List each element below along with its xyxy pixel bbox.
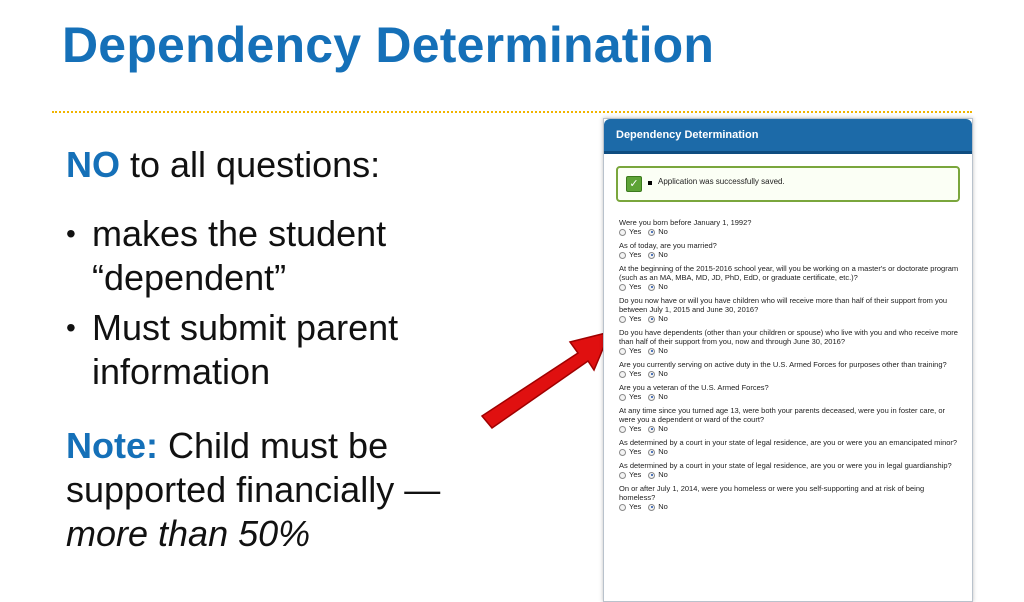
question-text: At the beginning of the 2015-2016 school year, will you be working on a master's or doctorate program (such as an MA, MBA, MD, JD, PhD, EdD, or graduate certificate, etc.)? (619, 264, 959, 282)
radio-no[interactable] (648, 316, 655, 323)
question-text: On or after July 1, 2014, were you homeless or were you self-supporting and at risk of being homeless? (619, 484, 925, 502)
radio-yes-label: Yes (629, 250, 642, 259)
bullet-icon (648, 181, 652, 185)
question-item (619, 438, 959, 457)
question-item (619, 406, 959, 434)
radio-no[interactable] (648, 371, 655, 378)
form-screenshot (603, 118, 973, 602)
radio-no[interactable] (648, 426, 655, 433)
bullet-item (66, 212, 466, 300)
radio-yes-label: Yes (629, 346, 642, 355)
radio-yes-label: Yes (629, 369, 642, 378)
answer-options (619, 346, 959, 356)
radio-yes[interactable] (619, 229, 626, 236)
radio-yes-label: Yes (629, 502, 642, 511)
radio-no-label: No (658, 424, 668, 433)
radio-no-label: No (658, 250, 668, 259)
radio-no-label: No (658, 502, 668, 511)
bullet-marker: • (66, 312, 76, 343)
radio-no[interactable] (648, 472, 655, 479)
question-item (619, 218, 959, 237)
bullet-text: Must submit parent information (92, 307, 399, 392)
question-item (619, 264, 959, 292)
bullet-list (66, 212, 466, 400)
radio-no-label: No (658, 227, 668, 236)
question-item (619, 461, 959, 480)
answer-options (619, 392, 959, 402)
radio-no-label: No (658, 470, 668, 479)
radio-yes[interactable] (619, 348, 626, 355)
slide-title: Dependency Determination (62, 17, 715, 73)
radio-no[interactable] (648, 229, 655, 236)
radio-yes-label: Yes (629, 282, 642, 291)
radio-no-label: No (658, 282, 668, 291)
radio-yes-label: Yes (629, 314, 642, 323)
radio-yes[interactable] (619, 252, 626, 259)
question-item (619, 383, 959, 402)
radio-yes[interactable] (619, 316, 626, 323)
radio-yes[interactable] (619, 472, 626, 479)
radio-no[interactable] (648, 504, 655, 511)
checkmark-icon: ✓ (626, 176, 642, 192)
radio-no-label: No (658, 447, 668, 456)
question-text: Do you have dependents (other than your children or spouse) who live with you and who receive more than half of their support from you, now and through June 30, 2016? (619, 328, 958, 346)
success-text: Application was successfully saved. (658, 177, 785, 186)
radio-no[interactable] (648, 449, 655, 456)
heading (66, 144, 380, 186)
radio-yes[interactable] (619, 371, 626, 378)
heading-highlight: NO (66, 144, 120, 185)
question-item (619, 360, 959, 379)
radio-no-label: No (658, 369, 668, 378)
heading-text: to all questions: (120, 144, 381, 185)
radio-no-label: No (658, 392, 668, 401)
note-emphasis: more than 50% (66, 513, 311, 554)
answer-options (619, 447, 959, 457)
bullet-marker: • (66, 218, 76, 249)
answer-options (619, 282, 959, 292)
radio-yes-label: Yes (629, 227, 642, 236)
divider (52, 111, 972, 113)
radio-yes[interactable] (619, 394, 626, 401)
bullet-item (66, 306, 466, 394)
question-item (619, 296, 959, 324)
radio-yes[interactable] (619, 284, 626, 291)
radio-no-label: No (658, 314, 668, 323)
answer-options (619, 314, 959, 324)
answer-options (619, 470, 959, 480)
radio-yes-label: Yes (629, 470, 642, 479)
radio-yes[interactable] (619, 449, 626, 456)
radio-yes-label: Yes (629, 447, 642, 456)
note-label: Note: (66, 425, 158, 466)
question-text: As determined by a court in your state of legal residence, are you or were you an emancipated minor? (619, 438, 958, 447)
radio-no[interactable] (648, 284, 655, 291)
question-list (619, 218, 959, 512)
radio-yes[interactable] (619, 426, 626, 433)
question-text: Were you born before January 1, 1992? (619, 218, 752, 227)
question-text: Are you a veteran of the U.S. Armed Forces? (619, 383, 769, 392)
radio-yes-label: Yes (629, 392, 642, 401)
question-text: Are you currently serving on active duty in the U.S. Armed Forces for purposes other than training? (619, 360, 947, 369)
answer-options (619, 227, 959, 237)
question-text: As of today, are you married? (619, 241, 717, 250)
form-header: Dependency Determination (604, 119, 972, 154)
bullet-text: makes the student “dependent” (92, 213, 387, 298)
question-text: As determined by a court in your state of legal residence, are you or were you in legal guardianship? (619, 461, 952, 470)
question-item (619, 241, 959, 260)
radio-yes-label: Yes (629, 424, 642, 433)
answer-options (619, 250, 959, 260)
question-item (619, 484, 959, 512)
radio-no[interactable] (648, 394, 655, 401)
question-text: At any time since you turned age 13, were both your parents deceased, were you in foster care, or were you a dependent or ward of the court? (619, 406, 946, 424)
radio-no[interactable] (648, 252, 655, 259)
note-text: Child must be supported financially — (66, 425, 441, 510)
answer-options (619, 369, 959, 379)
question-item (619, 328, 959, 356)
success-message (616, 166, 960, 202)
note (66, 424, 486, 556)
radio-yes[interactable] (619, 504, 626, 511)
question-text: Do you now have or will you have children who will receive more than half of their support from you between July 1, 2015 and June 30, 2016? (619, 296, 948, 314)
answer-options (619, 424, 959, 434)
radio-no[interactable] (648, 348, 655, 355)
answer-options (619, 502, 959, 512)
radio-no-label: No (658, 346, 668, 355)
